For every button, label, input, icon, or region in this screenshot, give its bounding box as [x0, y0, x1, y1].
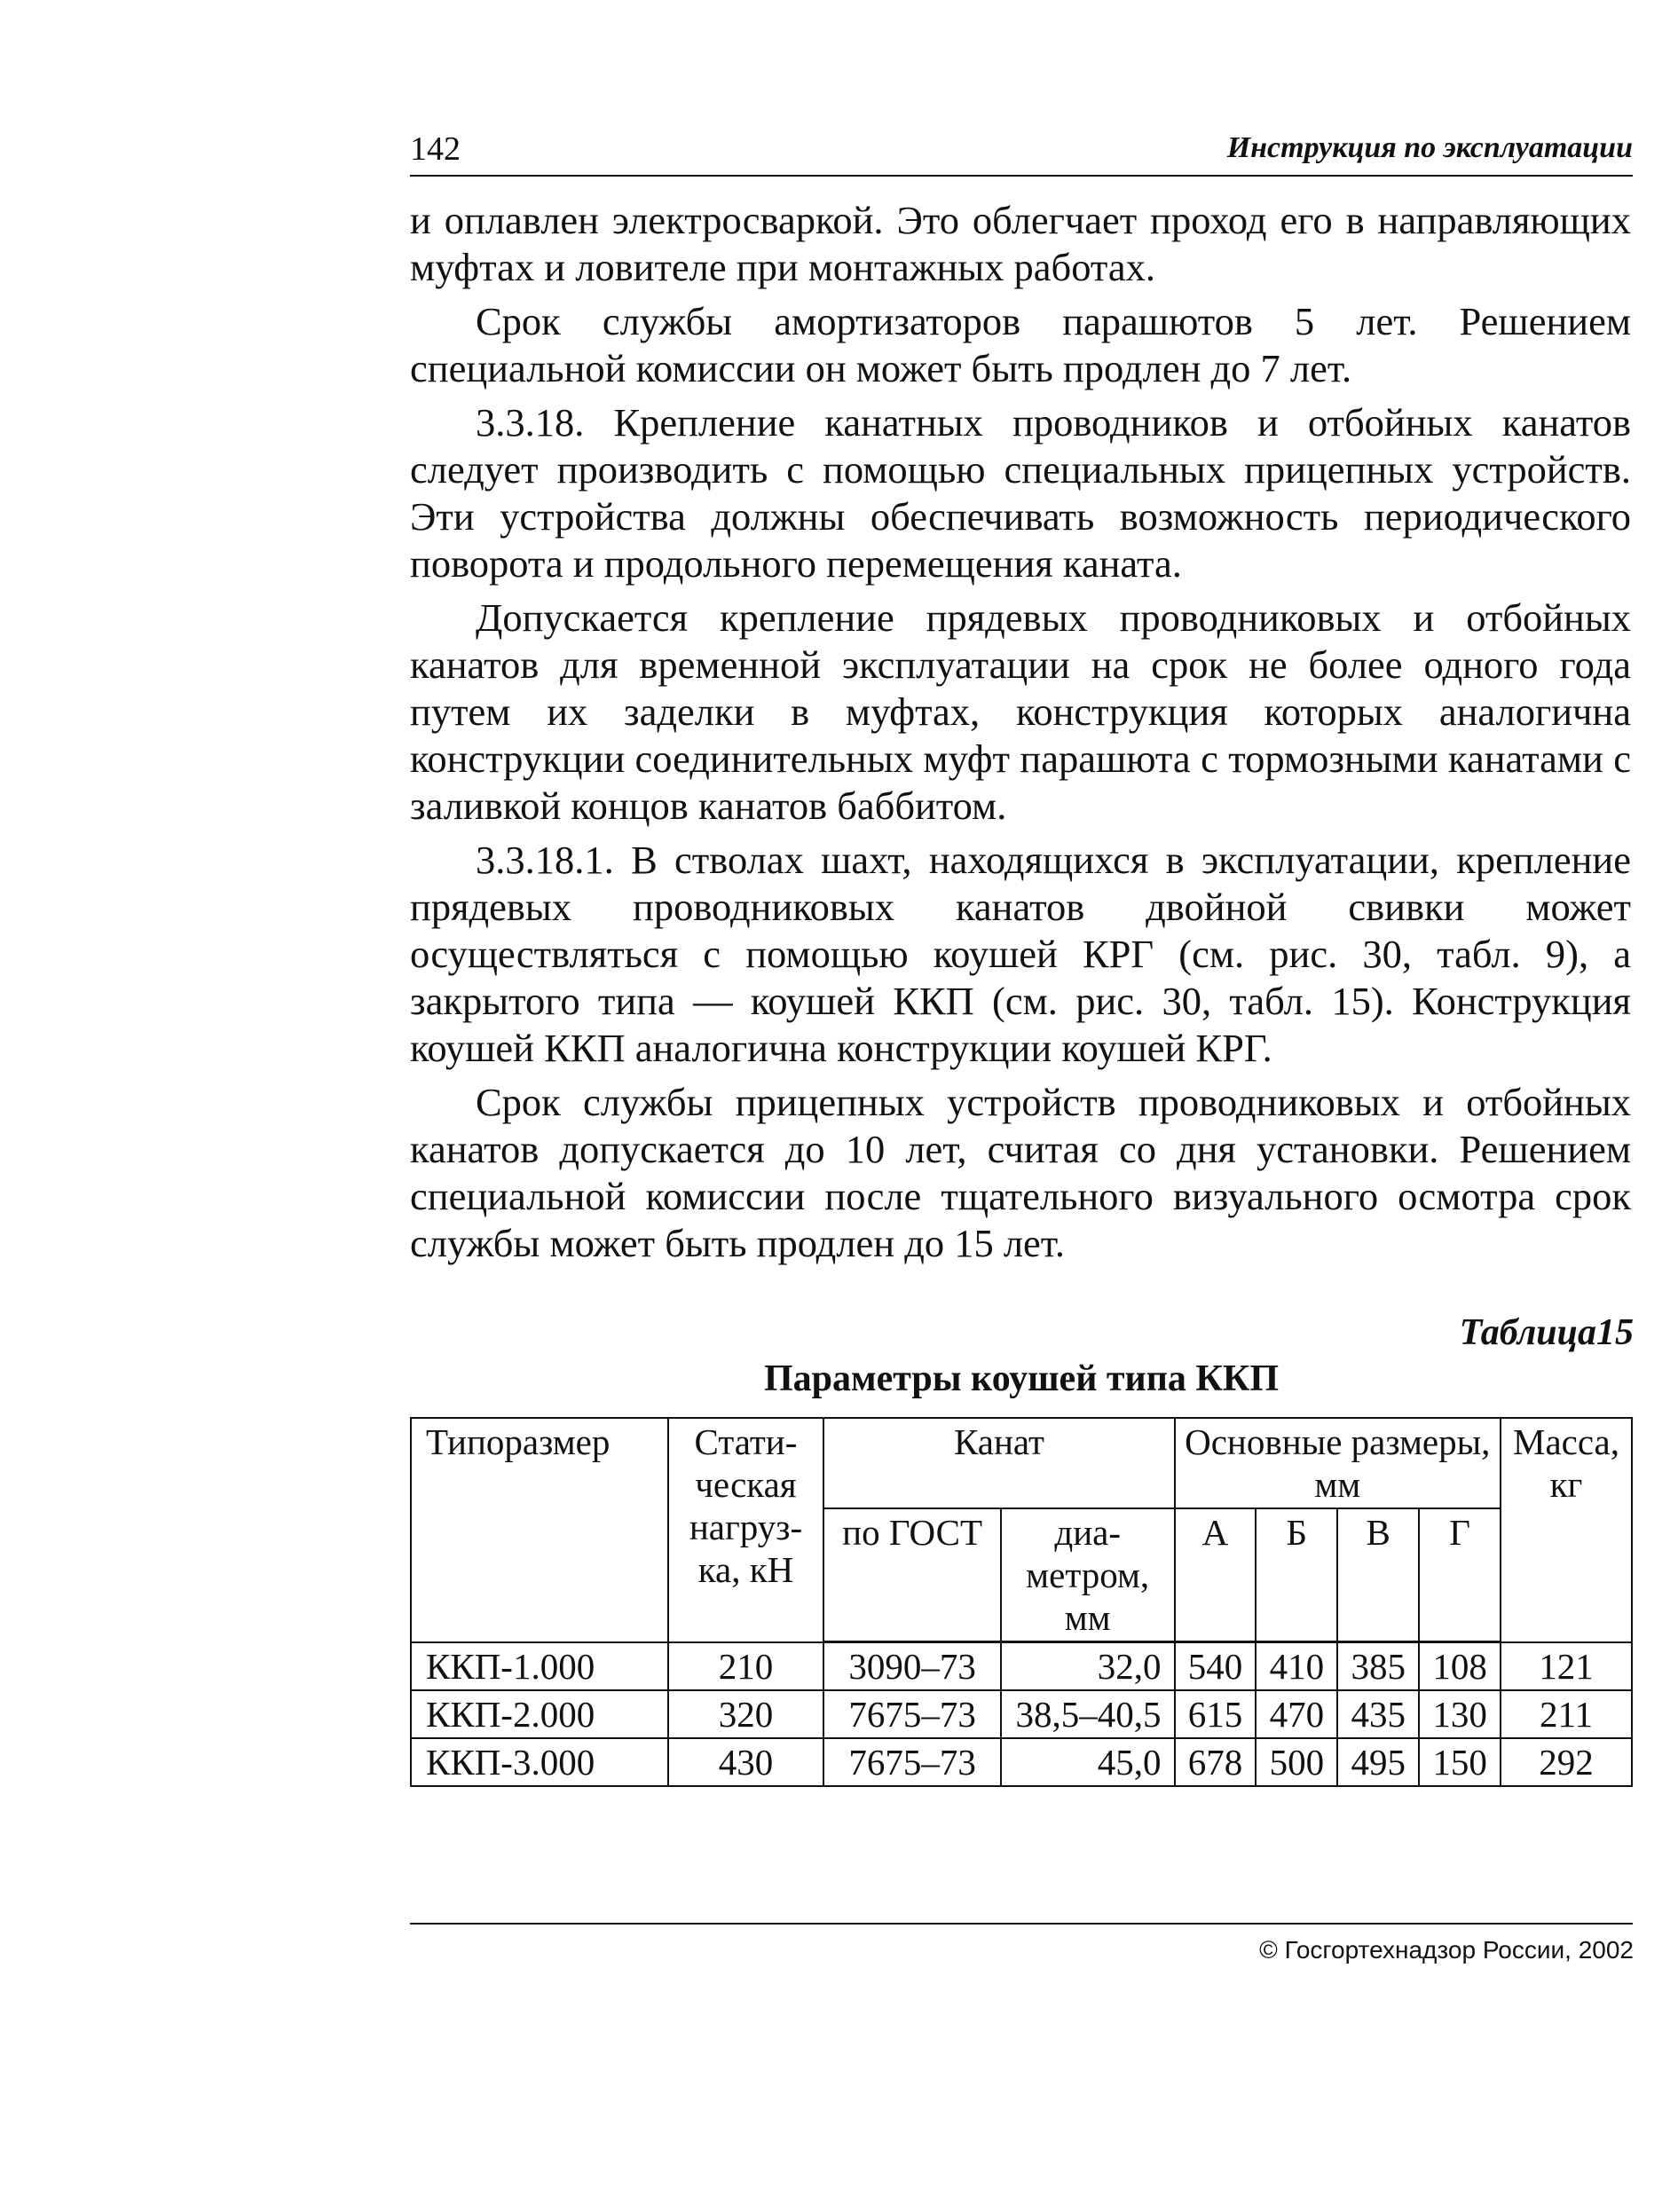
cell-type: ККП-1.000 [411, 1642, 668, 1691]
paragraph: Допускается крепление прядевых проводниковых и отбойных канатов для временной эксплуатации на срок не более одного года путем их заделки в муфтах, конструкция которых аналогична конструкции соединительных муфт парашюта с тормозными канатами с заливкой концов канатов баббитом. [410, 595, 1631, 828]
cell-diameter: 32,0 [1001, 1642, 1175, 1691]
header-mass: Масса, кг [1501, 1418, 1632, 1642]
paragraph: 3.3.18. Крепление канатных проводников и отбойных канатов следует производить с помощью специальных прицепных устройств. Эти устройства должны обеспечивать возможность периодического поворота и продольного перемещения каната. [410, 400, 1631, 586]
page-number: 142 [410, 130, 461, 168]
paragraph: и оплавлен электросваркой. Это облегчает проход его в направляющих муфтах и ловителе при монтажных работах. [410, 198, 1631, 289]
cell-type: ККП-2.000 [411, 1690, 668, 1738]
cell-load: 430 [668, 1738, 824, 1786]
cell-type: ККП-3.000 [411, 1738, 668, 1786]
cell-dim-g: 150 [1419, 1738, 1501, 1786]
header-rope: Канат [823, 1418, 1174, 1508]
running-title: Инструкция по эксплуатации [1226, 131, 1633, 164]
cell-dim-a: 615 [1175, 1690, 1257, 1738]
cell-mass: 211 [1501, 1690, 1632, 1738]
cell-mass: 121 [1501, 1642, 1632, 1691]
paragraph: Срок службы амортизаторов парашютов 5 лет. Решением специальной комиссии он может быть продлен до 7 лет. [410, 299, 1631, 390]
cell-dim-v: 495 [1337, 1738, 1419, 1786]
cell-dim-b: 410 [1256, 1642, 1337, 1691]
body-text [410, 197, 1631, 1274]
header-dim-g: Г [1419, 1508, 1501, 1642]
cell-gost: 7675–73 [823, 1738, 1000, 1786]
footer-divider [410, 1923, 1633, 1925]
header-dimensions: Основные размеры, мм [1175, 1418, 1501, 1508]
cell-dim-b: 470 [1256, 1690, 1337, 1738]
cell-diameter: 45,0 [1001, 1738, 1175, 1786]
table-row [411, 1738, 1632, 1786]
header-rope-diameter: диа-метром, мм [1001, 1508, 1175, 1642]
header-dim-b: Б [1256, 1508, 1337, 1642]
header-dim-a: А [1175, 1508, 1257, 1642]
paragraph: Срок службы прицепных устройств проводниковых и отбойных канатов допускается до 10 лет, считая со дня установки. Решением специальной комиссии после тщательного визуального осмотра срок службы может быть продлен до 15 лет. [410, 1080, 1631, 1265]
cell-load: 210 [668, 1642, 824, 1691]
header-divider [410, 175, 1633, 177]
table-row [411, 1642, 1632, 1691]
cell-gost: 7675–73 [823, 1690, 1000, 1738]
cell-load: 320 [668, 1690, 824, 1738]
cell-dim-v: 435 [1337, 1690, 1419, 1738]
table-row [411, 1690, 1632, 1738]
header-load: Стати-ческая нагруз-ка, кН [668, 1418, 824, 1642]
page-header [410, 126, 1633, 177]
table-caption: Таблица15 [1459, 1312, 1634, 1353]
cell-diameter: 38,5–40,5 [1001, 1690, 1175, 1738]
table-title: Параметры коушей типа ККП [763, 1358, 1280, 1399]
header-type: Типоразмер [411, 1418, 668, 1642]
header-dim-v: В [1337, 1508, 1419, 1642]
cell-dim-g: 108 [1419, 1642, 1501, 1691]
cell-dim-a: 678 [1175, 1738, 1257, 1786]
header-rope-gost: по ГОСТ [823, 1508, 1000, 1642]
cell-dim-b: 500 [1256, 1738, 1337, 1786]
cell-dim-v: 385 [1337, 1642, 1419, 1691]
cell-dim-a: 540 [1175, 1642, 1257, 1691]
cell-mass: 292 [1501, 1738, 1632, 1786]
cell-dim-g: 130 [1419, 1690, 1501, 1738]
copyright-notice: © Госгортехнадзор России, 2002 [1259, 1936, 1634, 1964]
paragraph: 3.3.18.1. В стволах шахт, находящихся в эксплуатации, крепление прядевых проводниковых канатов двойной свивки может осуществляться с помощью коушей КРГ (см. рис. 30, табл. 9), а закрытого типа — коушей ККП (см. рис. 30, табл. 15). Конструкция коушей ККП аналогична конструкции коушей КРГ. [410, 838, 1631, 1070]
parameters-table [410, 1417, 1633, 1787]
cell-gost: 3090–73 [823, 1642, 1000, 1691]
